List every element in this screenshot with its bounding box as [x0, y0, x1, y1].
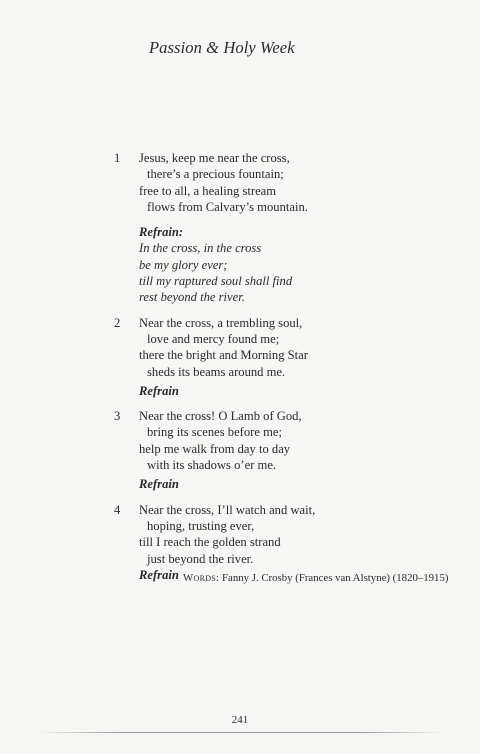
refrain-label: Refrain: — [139, 225, 184, 240]
verse-line: Near the cross! O Lamb of God, — [139, 409, 302, 424]
refrain-label: Refrain — [139, 567, 179, 582]
verse-4 — [114, 502, 444, 583]
page-edge-shadow — [38, 732, 444, 733]
refrain-line: rest beyond the river. — [139, 290, 245, 305]
credit-label: Words: — [183, 572, 220, 584]
verse-number: 2 — [114, 315, 121, 330]
refrain — [114, 224, 444, 305]
verse-line: with its shadows o’er me. — [147, 458, 277, 473]
refrain-line: be my glory ever; — [139, 257, 228, 272]
verse-line: Jesus, keep me near the cross, — [139, 151, 290, 165]
credit-text: Fanny J. Crosby (Frances van Alstyne) (1820–1915) — [222, 572, 449, 584]
verse-line: Near the cross, I’ll watch and wait, — [139, 502, 316, 517]
hymn-text — [114, 150, 444, 583]
verse-line: till I reach the golden strand — [139, 535, 281, 550]
page-title: Passion & Holy Week — [149, 38, 295, 57]
verse-line: help me walk from day to day — [139, 441, 291, 456]
verse-2 — [114, 315, 444, 399]
verse-1 — [114, 150, 444, 215]
refrain-label: Refrain — [139, 477, 179, 492]
verse-number: 1 — [114, 151, 121, 165]
verse-line: just beyond the river. — [147, 551, 254, 566]
verse-line: free to all, a healing stream — [139, 183, 277, 198]
verse-line: bring its scenes before me; — [147, 425, 282, 440]
verse-line: Near the cross, a trembling soul, — [139, 315, 303, 330]
verse-line: there the bright and Morning Star — [139, 348, 308, 363]
verse-number: 4 — [114, 502, 121, 517]
refrain-label: Refrain — [139, 383, 179, 398]
verse-line: hoping, trusting ever, — [147, 518, 255, 533]
verse-3 — [114, 408, 444, 492]
words-credit — [183, 572, 448, 584]
refrain-line: till my raptured soul shall find — [139, 274, 293, 289]
page-number: 241 — [231, 714, 249, 726]
refrain-line: In the cross, in the cross — [139, 241, 262, 256]
verse-line: there’s a precious fountain; — [147, 167, 284, 182]
verse-line: sheds its beams around me. — [147, 364, 286, 379]
verse-number: 3 — [114, 409, 121, 424]
verse-line: love and mercy found me; — [147, 331, 280, 346]
verse-line: flows from Calvary’s mountain. — [147, 199, 308, 214]
